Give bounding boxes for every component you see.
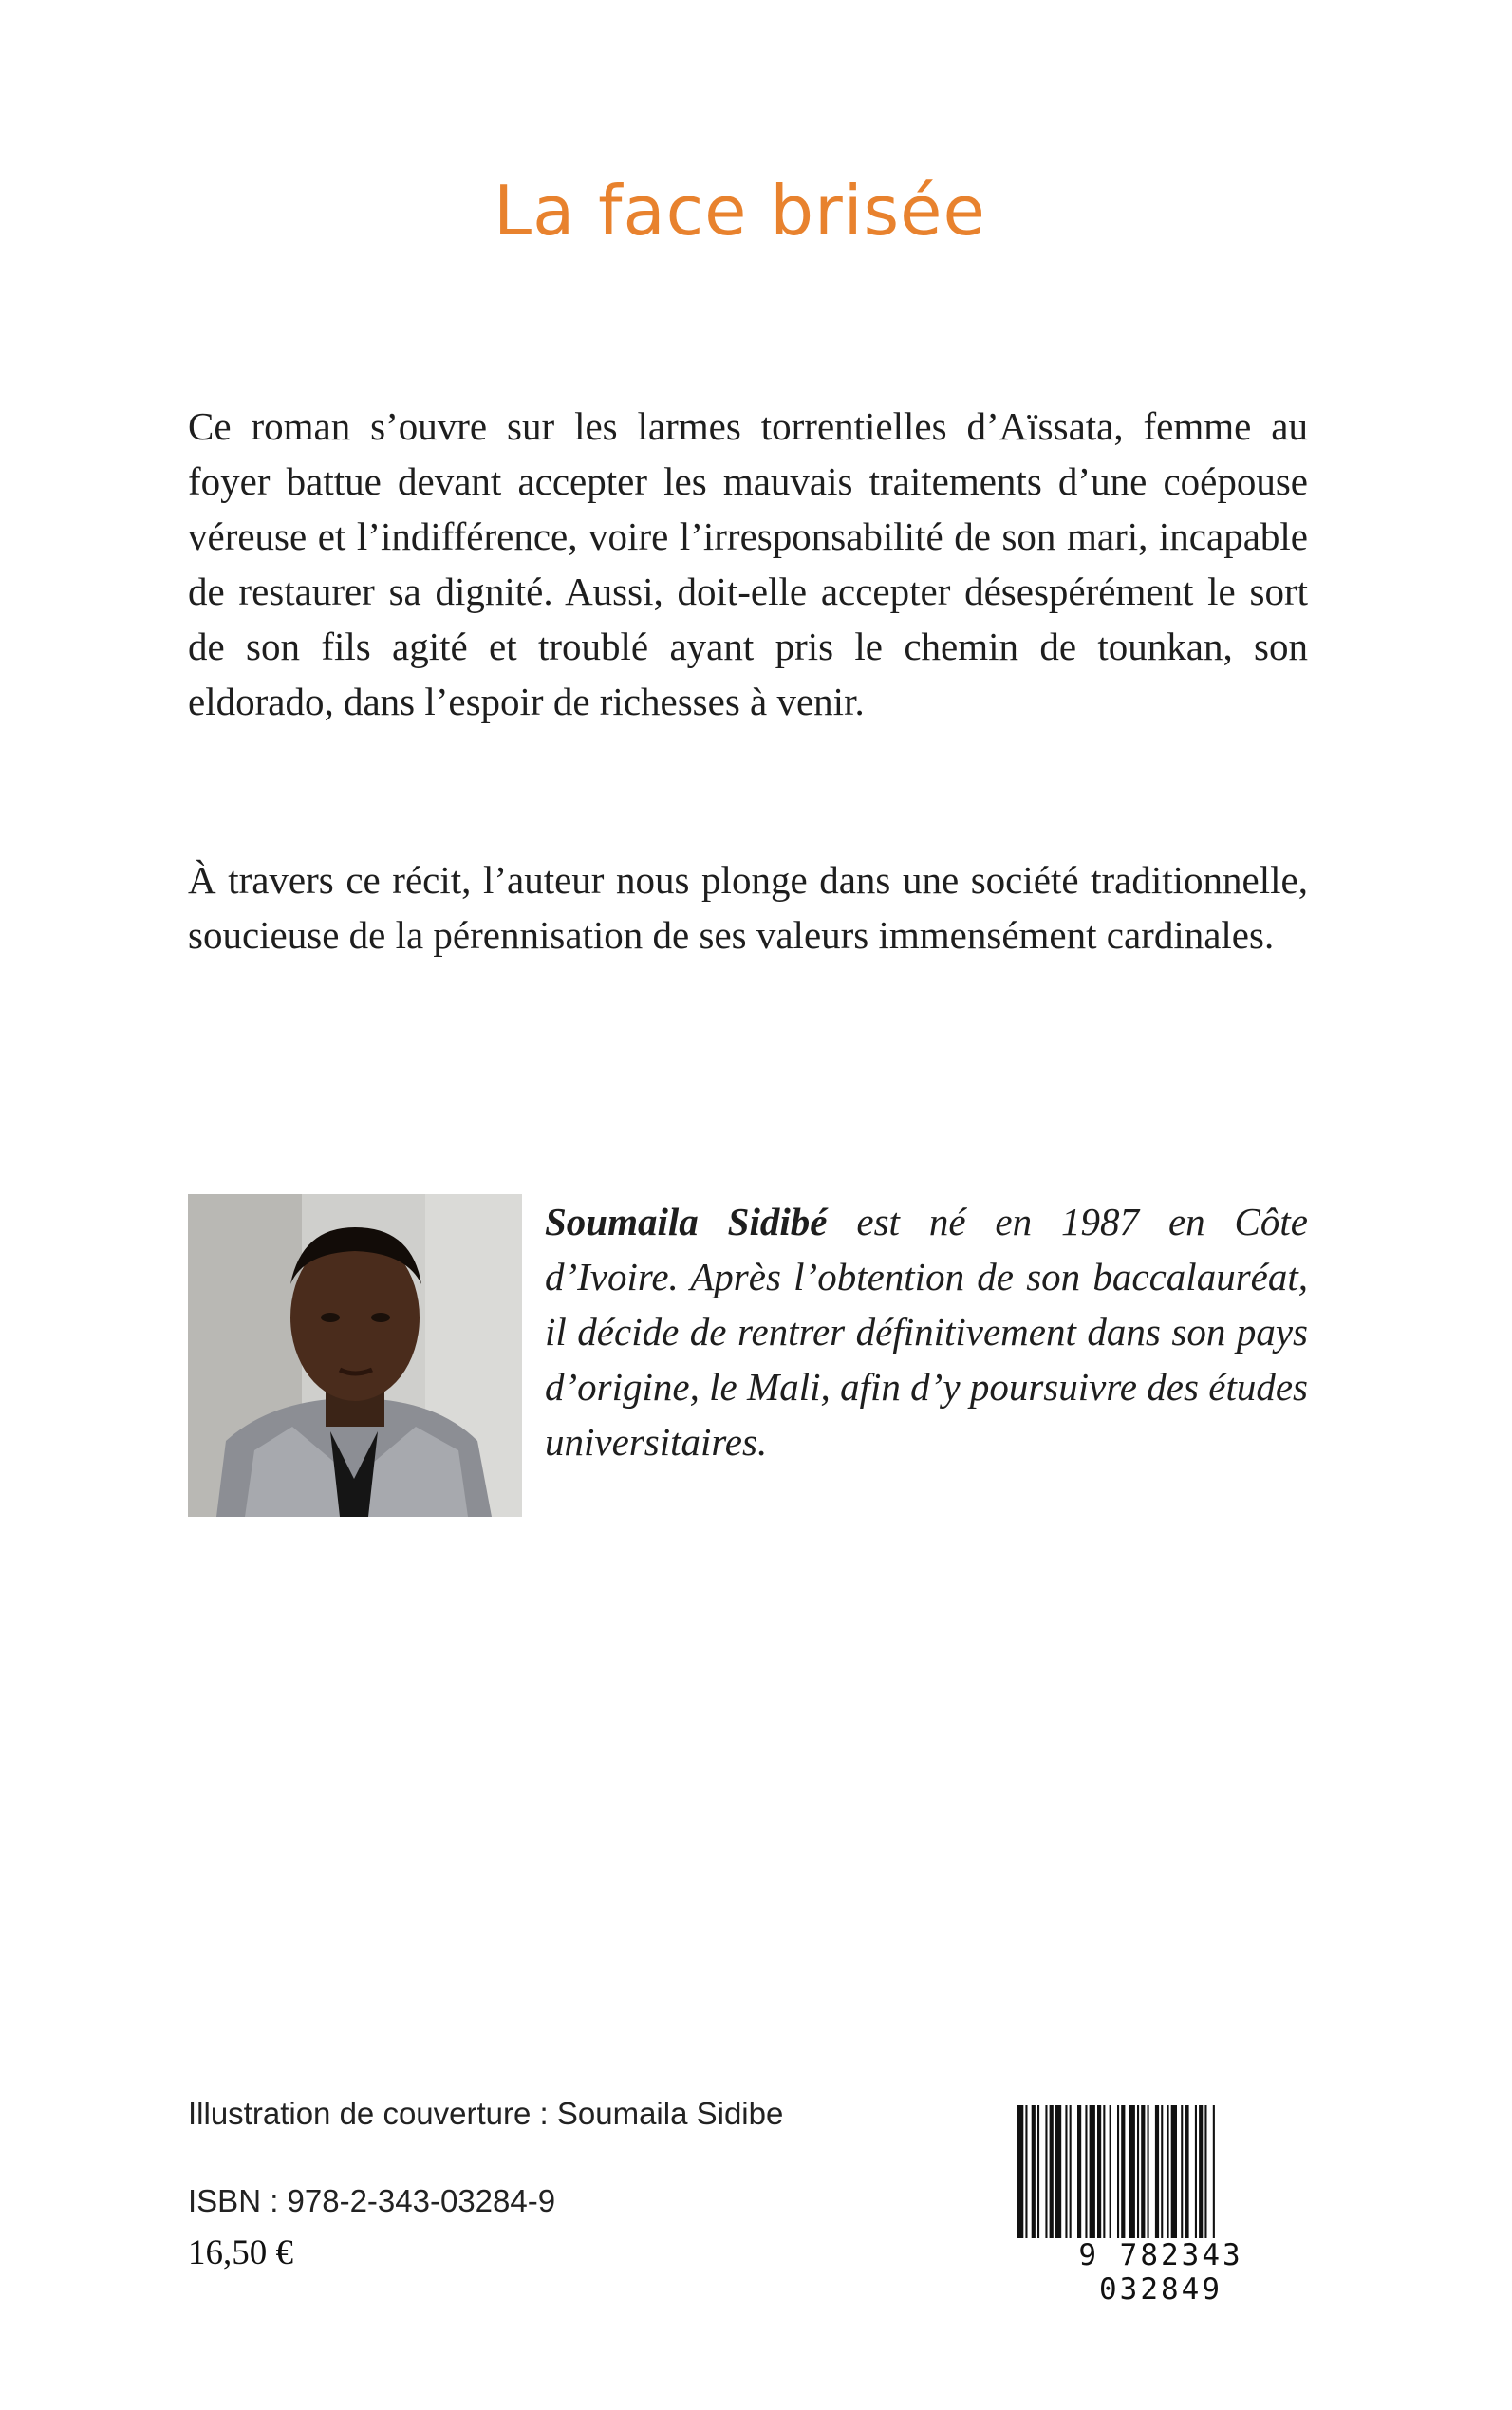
author-photo [188, 1194, 522, 1517]
summary-paragraph-2: À travers ce récit, l’auteur nous plonge dans une société traditionnelle, soucieuse de la pérennisation de ses valeurs immensément cardinales. [188, 858, 1308, 957]
barcode-digits: 9 782343 032849 [1014, 2238, 1308, 2307]
isbn: ISBN : 978-2-343-03284-9 [188, 2183, 556, 2218]
price: 16,50 € [188, 2233, 293, 2272]
author-bio [545, 1194, 1308, 1469]
cover-illustration-credit: Illustration de couverture : Soumaila Sidibe [188, 2096, 784, 2131]
author-name: Soumaila Sidibé [545, 1200, 828, 1243]
book-title: La face brisée [494, 171, 986, 251]
summary-paragraph-1: Ce roman s’ouvre sur les larmes torrentielles d’Aïssata, femme au foyer battue devant accepter les mauvais traitements d’une coépouse véreuse et l’indifférence, voire l’irresponsabilité de son mari, incapable de restaurer sa dignité. Aussi, doit-elle accepter désespérément le sort de son fils agité et troublé ayant pris le chemin de tounkan, son eldorado, dans l’espoir de richesses à venir. [188, 404, 1308, 723]
author-bio-text: est né en 1987 en Côte d’Ivoire. Après l’obtention de son baccalauréat, il décide de rentrer définitivement dans son pays d’origine, le Mali, afin d’y poursuivre des études universitaires. [545, 1200, 1308, 1464]
